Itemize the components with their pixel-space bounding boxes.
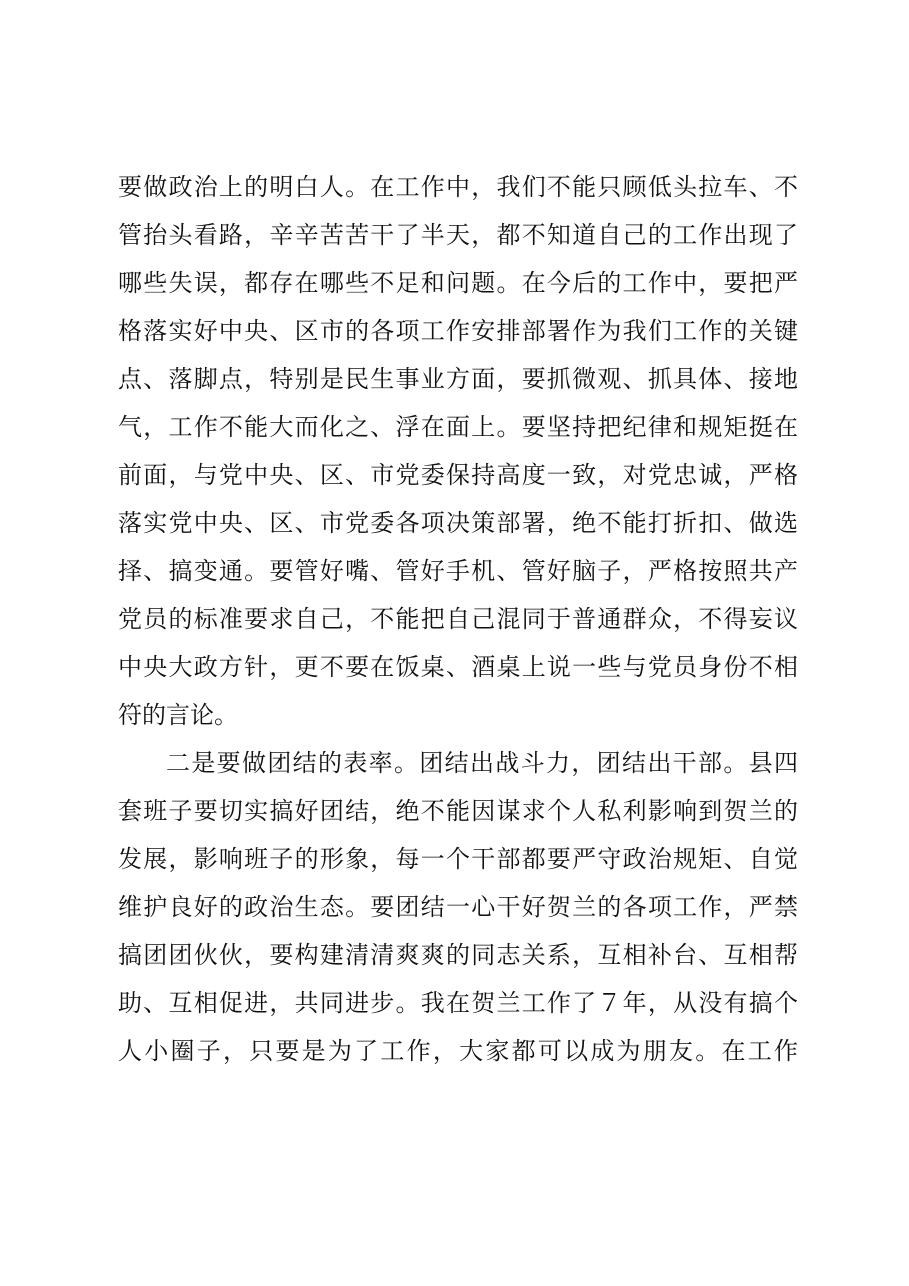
text-line: 前面，与党中央、区、市党委保持高度一致，对党忠诚，严格 [118,461,798,489]
paragraph-start-line: 二是要做团结的表率。团结出战斗力，团结出干部。县四 [166,749,798,777]
paragraph-end-line: 符的言论。 [118,701,238,729]
text-line: 套班子要切实搞好团结，绝不能因谋求个人私利影响到贺兰的 [118,797,798,825]
text-line: 搞团团伙伙，要构建清清爽爽的同志关系，互相补台、互相帮 [118,941,798,969]
text-line: 哪些失误，都存在哪些不足和问题。在今后的工作中，要把严 [118,269,798,297]
text-line: 格落实好中央、区市的各项工作安排部署作为我们工作的关键 [118,317,798,345]
text-line: 党员的标准要求自己，不能把自己混同于普通群众，不得妄议 [118,605,798,633]
text-line: 维护良好的政治生态。要团结一心干好贺兰的各项工作，严禁 [118,893,798,921]
text-line: 气，工作不能大而化之、浮在面上。要坚持把纪律和规矩挺在 [118,413,798,441]
body-text [118,163,798,1075]
text-line: 落实党中央、区、市党委各项决策部署，绝不能打折扣、做选 [118,509,798,537]
text-line: 助、互相促进，共同进步。我在贺兰工作了７年，从没有搞个 [118,989,798,1017]
text-line: 管抬头看路，辛辛苦苦干了半天，都不知道自己的工作出现了 [118,221,798,249]
text-line: 点、落脚点，特别是民生事业方面，要抓微观、抓具体、接地 [118,365,798,393]
text-line: 要做政治上的明白人。在工作中，我们不能只顾低头拉车、不 [118,173,798,201]
text-line: 中央大政方针，更不要在饭桌、酒桌上说一些与党员身份不相 [118,653,798,681]
text-line: 发展，影响班子的形象，每一个干部都要严守政治规矩、自觉 [118,845,798,873]
text-line: 择、搞变通。要管好嘴、管好手机、管好脑子，严格按照共产 [118,557,798,585]
text-line: 人小圈子，只要是为了工作，大家都可以成为朋友。在工作 [118,1037,798,1065]
